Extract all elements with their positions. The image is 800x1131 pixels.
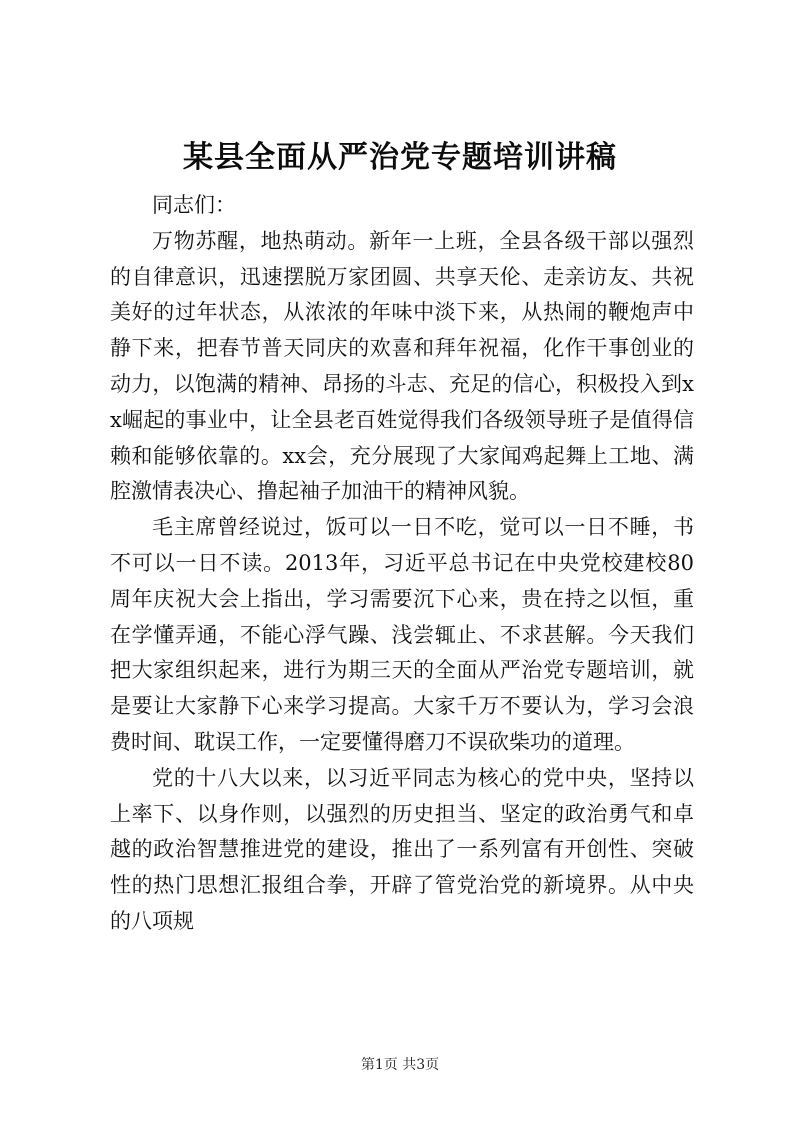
document-body bbox=[110, 188, 694, 940]
salutation: 同志们： bbox=[152, 193, 236, 217]
paragraph-3: 党的十八大以来，以习近平同志为核心的党中央，坚持以上率下、以身作则，以强烈的历史担当、坚定的政治勇气和卓越的政治智慧推进党的建设，推出了一系列富有开创性、突破性的热门思想汇报组合拳，开辟了管党治党的新境界。从中央的八项规 bbox=[110, 765, 694, 933]
document-title: 某县全面从严治党专题培训讲稿 bbox=[183, 140, 617, 175]
paragraph-1: 万物苏醒，地热萌动。新年一上班，全县各级干部以强烈的自律意识，迅速摆脱万家团圆、共享天伦、走亲访友、共祝美好的过年状态，从浓浓的年味中淡下来，从热闹的鞭炮声中静下来，把春节普天同庆的欢喜和拜年祝福，化作干事创业的动力，以饱满的精神、昂扬的斗志、充足的信心，积极投入到xx崛起的事业中，让全县老百姓觉得我们各级领导班子是值得信赖和能够依靠的。xx会，充分展现了大家闻鸡起舞上工地、满腔激情表决心、撸起袖子加油干的精神风貌。 bbox=[110, 228, 694, 504]
page-footer: 第1页 共3页 bbox=[360, 1057, 440, 1073]
paragraph-2: 毛主席曾经说过，饭可以一日不吃，觉可以一日不睡，书不可以一日不读。2013年，习近平总书记在中央党校建校80周年庆祝大会上指出，学习需要沉下心来，贵在持之以恒，重在学懂弄通，不能心浮气躁、浅尝辄止、不求甚解。今天我们把大家组织起来，进行为期三天的全面从严治党专题培训，就是要让大家静下心来学习提高。大家千万不要认为，学习会浪费时间、耽误工作，一定要懂得磨刀不误砍柴功的道理。 bbox=[110, 515, 694, 754]
